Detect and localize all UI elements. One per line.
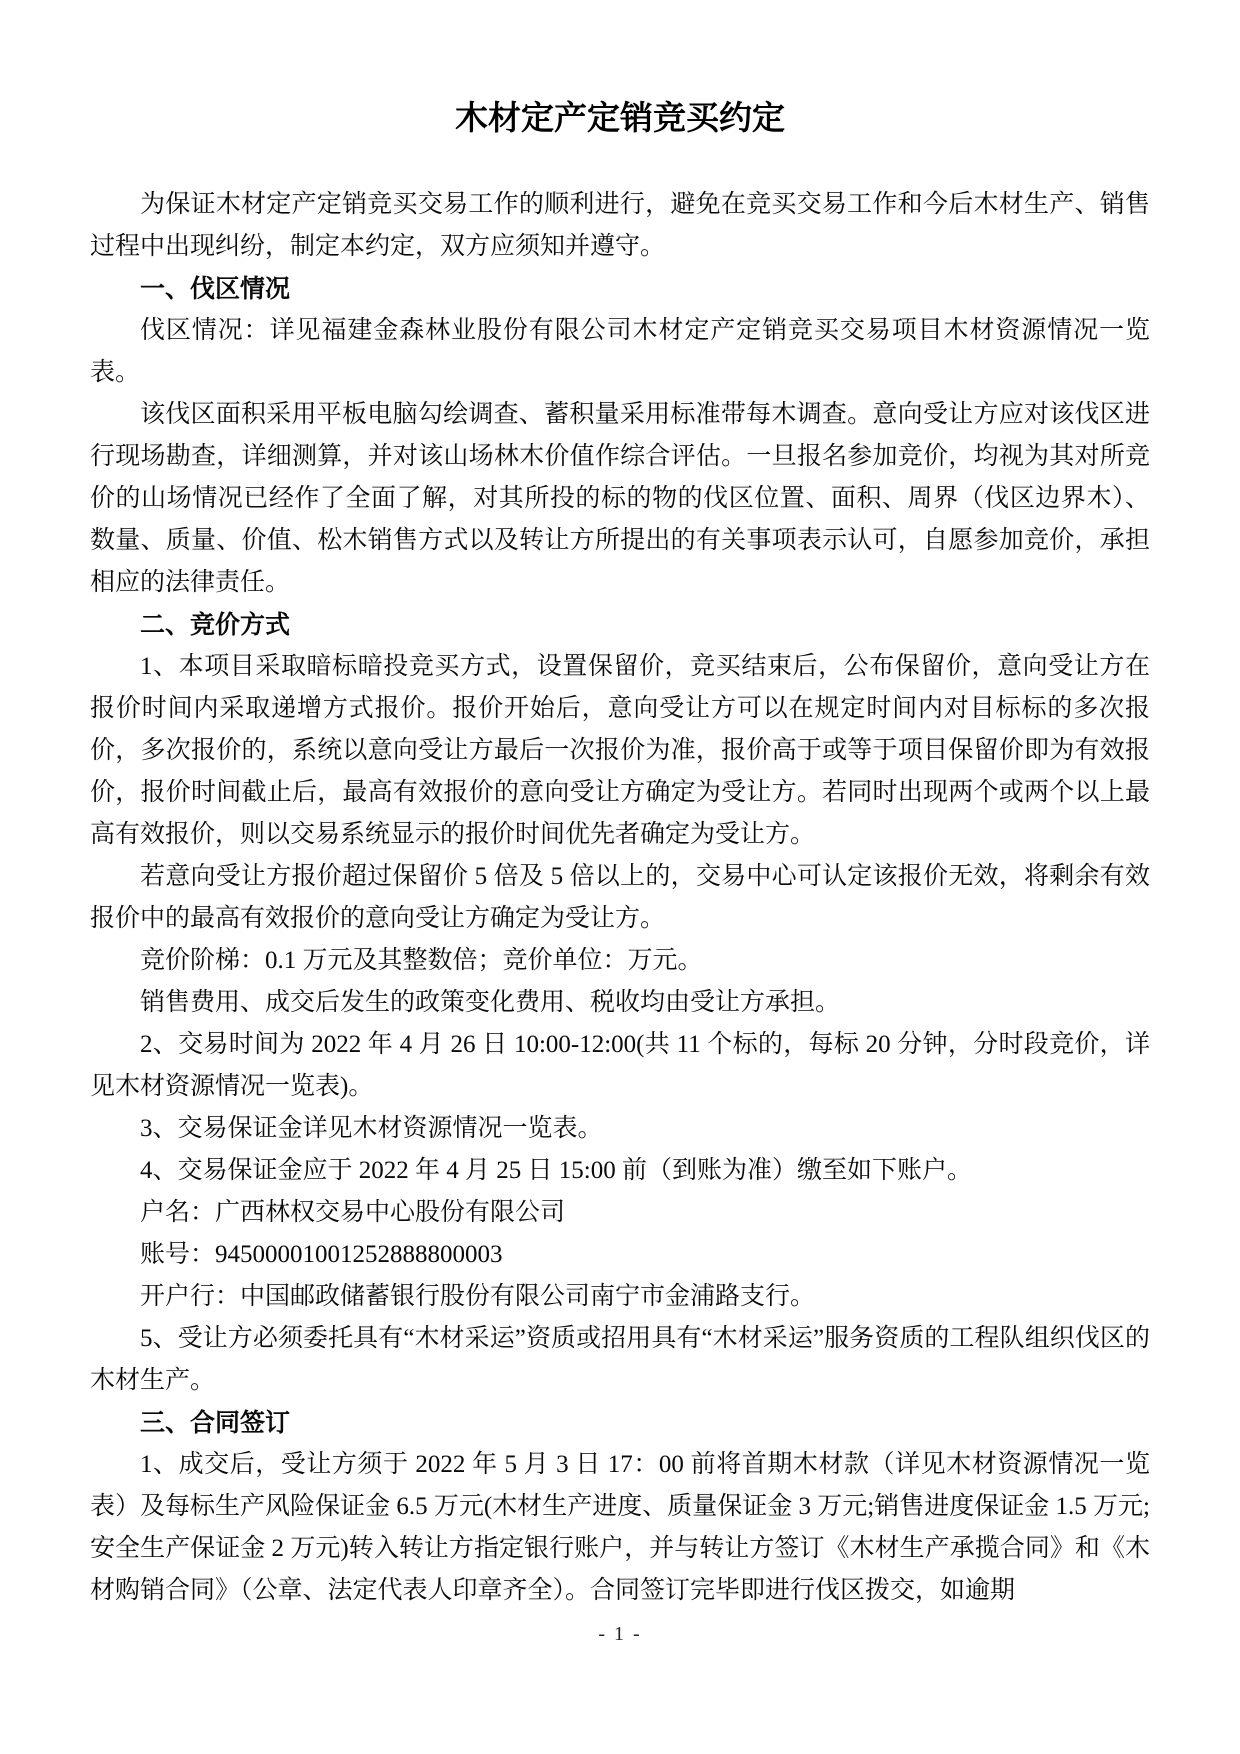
paragraph: 该伐区面积采用平板电脑勾绘调查、蓄积量采用标准带每木调查。意向受让方应对该伐区进行现场勘查，详细测算，并对该山场林木价值作综合评估。一旦报名参加竞价，均视为其对所竞价的山场情况已经作了全面了解，对其所投的标的物的伐区位置、面积、周界（伐区边界木）、数量、质量、价值、松木销售方式以及转让方所提出的有关事项表示认可，自愿参加竞价，承担相应的法律责任。 [90, 401, 1150, 596]
page-title: 木材定产定销竞买约定 [455, 101, 785, 137]
paragraph: 为保证木材定产定销竞买交易工作的顺利进行，避免在竞买交易工作和今后木材生产、销售过程中出现纠纷，制定本约定，双方应须知并遵守。 [90, 191, 1150, 260]
document-content [90, 94, 1150, 1612]
paragraph: 1、本项目采取暗标暗投竞买方式，设置保留价，竞买结束后，公布保留价，意向受让方在报价时间内采取递增方式报价。报价开始后，意向受让方可以在规定时间内对目标标的多次报价，多次报价的，系统以意向受让方最后一次报价为准，报价高于或等于项目保留价即为有效报价，报价时间截止后，最高有效报价的意向受让方确定为受让方。若同时出现两个或两个以上最高有效报价，则以交易系统显示的报价时间优先者确定为受让方。 [90, 653, 1150, 848]
paragraph: 户名：广西林权交易中心股份有限公司 [140, 1199, 566, 1226]
paragraph: 伐区情况：详见福建金森林业股份有限公司木材定产定销竞买交易项目木材资源情况一览表。 [90, 317, 1150, 386]
section-heading: 二、竞价方式 [140, 611, 291, 639]
paragraph: 4、交易保证金应于 2022 年 4 月 25 日 15:00 前（到账为准）缴至如下账户。 [140, 1157, 972, 1184]
page-number: - 1 - [598, 1623, 642, 1645]
section-heading: 一、伐区情况 [140, 275, 291, 303]
paragraph: 1、成交后，受让方须于 2022 年 5 月 3 日 17：00 前将首期木材款（详见木材资源情况一览表）及每标生产风险保证金 6.5 万元(木材生产进度、质量保证金 3 万元;销售进度保证金 1.5 万元;安全生产保证金 2 万元)转入转让方指定银行账户，并与转让方签订《木材生产承揽合同》和《木材购销合同》（公章、法定代表人印章齐全）。合同签订完毕即进行伐区拨交，如逾期 [90, 1451, 1150, 1604]
document-body [90, 184, 1150, 1612]
paragraph: 开户行：中国邮政储蓄银行股份有限公司南宁市金浦路支行。 [140, 1283, 816, 1310]
section-heading: 三、合同签订 [140, 1409, 291, 1437]
paragraph: 5、受让方必须委托具有“木材采运”资质或招用具有“木材采运”服务资质的工程队组织伐区的木材生产。 [90, 1325, 1150, 1394]
paragraph: 竞价阶梯：0.1 万元及其整数倍；竞价单位：万元。 [140, 947, 703, 974]
paragraph: 3、交易保证金详见木材资源情况一览表。 [140, 1115, 603, 1142]
paragraph: 若意向受让方报价超过保留价 5 倍及 5 倍以上的，交易中心可认定该报价无效，将剩余有效报价中的最高有效报价的意向受让方确定为受让方。 [90, 863, 1150, 932]
paragraph: 销售费用、成交后发生的政策变化费用、税收均由受让方承担。 [140, 989, 841, 1016]
paragraph: 2、交易时间为 2022 年 4 月 26 日 10:00-12:00(共 11 个标的，每标 20 分钟，分时段竞价，详见木材资源情况一览表)。 [90, 1031, 1150, 1100]
paragraph: 账号：94500001001252888800003 [140, 1241, 503, 1268]
